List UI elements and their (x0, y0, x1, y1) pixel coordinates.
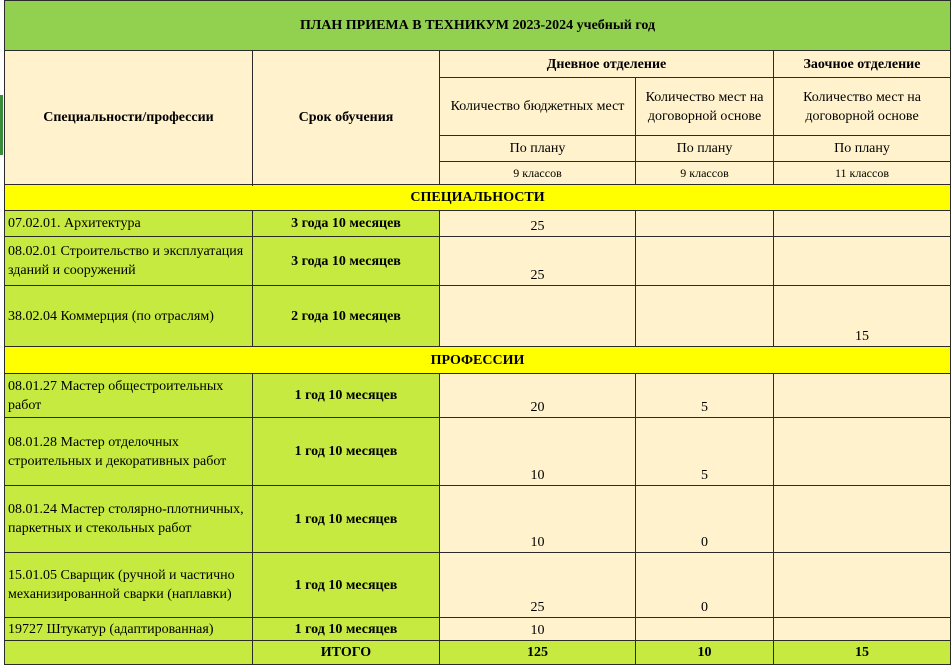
row-budget-places: 25 (440, 237, 636, 286)
row-duration: 1 год 10 месяцев (253, 553, 440, 618)
table-row (5, 286, 951, 347)
row-name: 08.02.01 Строительство и эксплуатация зданий и сооружений (5, 237, 253, 286)
row-contract-day: 5 (636, 374, 774, 418)
header-day-department: Дневное отделение (440, 51, 774, 78)
row-name: 19727 Штукатур (адаптированная) (5, 618, 253, 641)
row-contract-extramural (774, 553, 951, 618)
section-professions: ПРОФЕССИИ (5, 347, 951, 374)
row-contract-extramural (774, 211, 951, 237)
total-contract-extramural: 15 (774, 641, 951, 665)
admission-plan-sheet (4, 0, 950, 665)
window-edge-left (0, 95, 3, 155)
row-name: 08.01.28 Мастер отделочных строительных и декоративных работ (5, 418, 253, 486)
row-budget-places: 10 (440, 486, 636, 553)
row-budget-places: 20 (440, 374, 636, 418)
row-name: 07.02.01. Архитектура (5, 211, 253, 237)
row-duration: 1 год 10 месяцев (253, 618, 440, 641)
total-budget-places: 125 (440, 641, 636, 665)
table-row (5, 237, 951, 286)
table-row (5, 618, 951, 641)
table-row (5, 211, 951, 237)
row-duration: 1 год 10 месяцев (253, 374, 440, 418)
row-duration: 1 год 10 месяцев (253, 418, 440, 486)
row-duration: 1 год 10 месяцев (253, 486, 440, 553)
header-plan: По плану (774, 136, 951, 162)
row-contract-day (636, 211, 774, 237)
total-row (5, 641, 951, 665)
row-contract-extramural (774, 374, 951, 418)
row-budget-places: 25 (440, 211, 636, 237)
row-budget-places (440, 286, 636, 347)
header-grade: 9 классов (440, 162, 636, 185)
header-duration: Срок обучения (253, 51, 440, 185)
header-grade: 11 классов (774, 162, 951, 185)
row-name: 08.01.27 Мастер общестроительных работ (5, 374, 253, 418)
header-extramural-department: Заочное отделение (774, 51, 951, 78)
header-grade: 9 классов (636, 162, 774, 185)
table-title: ПЛАН ПРИЕМА В ТЕХНИКУМ 2023-2024 учебный год (5, 1, 951, 51)
row-duration: 3 года 10 месяцев (253, 237, 440, 286)
row-budget-places: 10 (440, 618, 636, 641)
total-contract-day: 10 (636, 641, 774, 665)
row-budget-places: 25 (440, 553, 636, 618)
header-contract-places-day: Количество мест на договорной основе (636, 78, 774, 136)
row-duration: 2 года 10 месяцев (253, 286, 440, 347)
header-budget-places: Количество бюджетных мест (440, 78, 636, 136)
row-contract-day (636, 618, 774, 641)
total-spacer (5, 641, 253, 665)
row-contract-extramural (774, 237, 951, 286)
row-name: 08.01.24 Мастер столярно-плотничных, паркетных и стекольных работ (5, 486, 253, 553)
header-specialty: Специальности/профессии (5, 51, 253, 185)
section-specialties: СПЕЦИАЛЬНОСТИ (5, 185, 951, 211)
total-label: ИТОГО (253, 641, 440, 665)
row-contract-day: 5 (636, 418, 774, 486)
header-plan: По плану (636, 136, 774, 162)
row-duration: 3 года 10 месяцев (253, 211, 440, 237)
row-contract-day (636, 286, 774, 347)
header-plan: По плану (440, 136, 636, 162)
row-contract-day (636, 237, 774, 286)
row-contract-day: 0 (636, 486, 774, 553)
header-contract-places-extramural: Количество мест на договорной основе (774, 78, 951, 136)
table-row (5, 553, 951, 618)
row-contract-day: 0 (636, 553, 774, 618)
table-row (5, 374, 951, 418)
row-contract-extramural: 15 (774, 286, 951, 347)
row-contract-extramural (774, 618, 951, 641)
row-budget-places: 10 (440, 418, 636, 486)
row-name: 15.01.05 Сварщик (ручной и частично механизированной сварки (наплавки) (5, 553, 253, 618)
table-row (5, 486, 951, 553)
table-row (5, 418, 951, 486)
row-contract-extramural (774, 418, 951, 486)
row-name: 38.02.04 Коммерция (по отраслям) (5, 286, 253, 347)
row-contract-extramural (774, 486, 951, 553)
admission-plan-table (4, 0, 951, 665)
